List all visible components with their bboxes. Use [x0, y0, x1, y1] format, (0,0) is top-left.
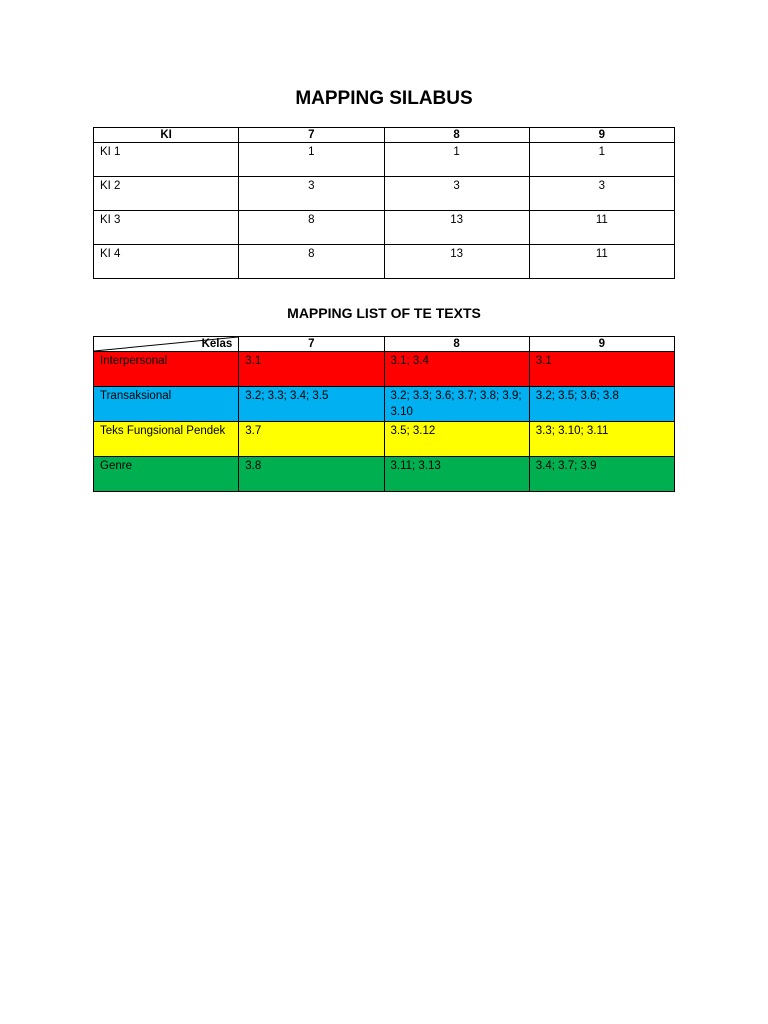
table-cell: 3.1 — [239, 352, 384, 387]
mapping-table — [93, 336, 675, 492]
row-label: Teks Fungsional Pendek — [94, 422, 239, 457]
table-row-interpersonal — [94, 352, 675, 387]
table-cell: 3.11; 3.13 — [384, 457, 529, 492]
table-cell: 13 — [384, 245, 529, 279]
table-cell: 11 — [529, 245, 674, 279]
table-cell: 3.5; 3.12 — [384, 422, 529, 457]
table-header-row — [94, 128, 675, 143]
table-cell: 8 — [239, 245, 384, 279]
table-cell: 3.1; 3.4 — [384, 352, 529, 387]
table-row — [94, 143, 675, 177]
row-label: KI 1 — [94, 143, 239, 177]
section-subtitle: MAPPING LIST OF TE TEXTS — [287, 305, 481, 321]
table-cell: 11 — [529, 211, 674, 245]
table-row — [94, 245, 675, 279]
table-cell: 3.2; 3.3; 3.4; 3.5 — [239, 387, 384, 422]
column-header: KI — [94, 128, 239, 143]
table-cell: 3.3; 3.10; 3.11 — [529, 422, 674, 457]
table-cell: 3.2; 3.3; 3.6; 3.7; 3.8; 3.9; 3.10 — [384, 387, 529, 422]
table-row-genre — [94, 457, 675, 492]
table-cell: 3.1 — [529, 352, 674, 387]
table-cell: 1 — [239, 143, 384, 177]
row-label: Genre — [94, 457, 239, 492]
row-label: Interpersonal — [94, 352, 239, 387]
table-row-transaksional — [94, 387, 675, 422]
column-header: 7 — [239, 337, 384, 352]
column-header: 9 — [529, 337, 674, 352]
row-label: KI 3 — [94, 211, 239, 245]
kelas-label: Kelas — [201, 338, 233, 350]
table-cell: 3 — [384, 177, 529, 211]
ki-table — [93, 127, 675, 279]
table-cell: 3.8 — [239, 457, 384, 492]
table-cell: 3.2; 3.5; 3.6; 3.8 — [529, 387, 674, 422]
kelas-corner-header — [94, 337, 239, 352]
row-label: KI 4 — [94, 245, 239, 279]
table-cell: 3 — [529, 177, 674, 211]
table-cell: 8 — [239, 211, 384, 245]
table-cell: 13 — [384, 211, 529, 245]
table-row — [94, 177, 675, 211]
page-title: MAPPING SILABUS — [295, 88, 473, 109]
table-cell: 1 — [384, 143, 529, 177]
row-label: Transaksional — [94, 387, 239, 422]
table-row-teks-fungsional-pendek — [94, 422, 675, 457]
table-row — [94, 211, 675, 245]
table-cell: 3 — [239, 177, 384, 211]
table-header-row — [94, 337, 675, 352]
column-header: 9 — [529, 128, 674, 143]
column-header: 8 — [384, 128, 529, 143]
column-header: 8 — [384, 337, 529, 352]
row-label: KI 2 — [94, 177, 239, 211]
table-cell: 1 — [529, 143, 674, 177]
table-cell: 3.4; 3.7; 3.9 — [529, 457, 674, 492]
column-header: 7 — [239, 128, 384, 143]
table-cell: 3.7 — [239, 422, 384, 457]
